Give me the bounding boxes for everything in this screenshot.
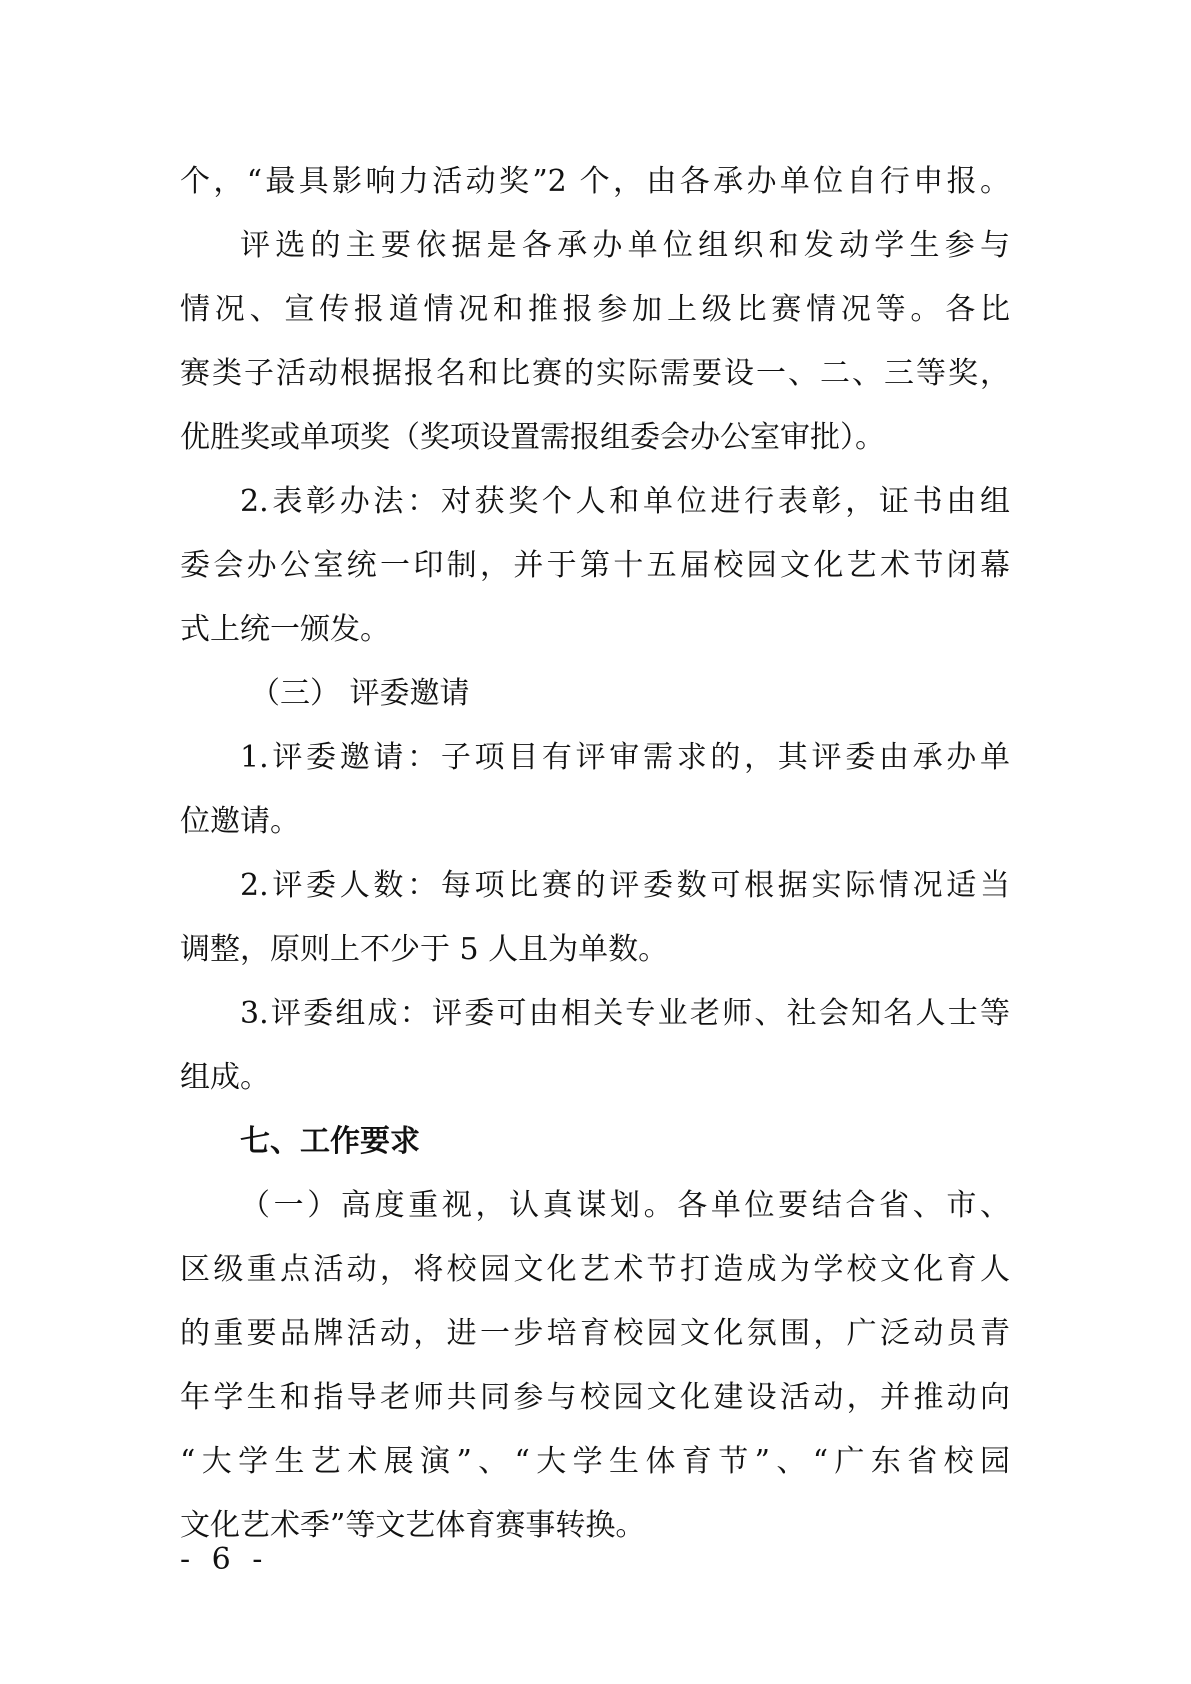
section-subheading: （三） 评委邀请 [250,676,470,711]
text-line: 1.评委邀请：子项目有评审需求的，其评委由承办单 [240,740,1010,775]
text-line: 文化艺术季”等文艺体育赛事转换。 [180,1508,646,1543]
section-heading: 七、工作要求 [240,1124,420,1159]
page-number: - 6 - [180,1542,269,1577]
text-line: 3.评委组成：评委可由相关专业老师、社会知名人士等 [240,996,1010,1031]
text-line: 的重要品牌活动，进一步培育校园文化氛围，广泛动员青 [180,1316,1010,1351]
text-line: 优胜奖或单项奖（奖项设置需报组委会办公室审批）。 [180,420,885,455]
text-line: 年学生和指导老师共同参与校园文化建设活动，并推动向 [180,1380,1010,1415]
document-body [180,150,1010,1558]
text-line: 赛类子活动根据报名和比赛的实际需要设一、二、三等奖， [180,356,1010,391]
text-line: 式上统一颁发。 [180,612,390,647]
text-line: 情况、宣传报道情况和推报参加上级比赛情况等。各比 [180,292,1010,327]
text-line: 组成。 [180,1060,270,1095]
text-line: 2.评委人数：每项比赛的评委数可根据实际情况适当 [240,868,1010,903]
text-line: 调整，原则上不少于 5 人且为单数。 [180,932,669,967]
text-line: 个，“最具影响力活动奖”2 个，由各承办单位自行申报。 [180,164,1010,199]
text-line: 位邀请。 [180,804,300,839]
text-line: 区级重点活动，将校园文化艺术节打造成为学校文化育人 [180,1252,1010,1287]
text-line: “大学生艺术展演”、“大学生体育节”、“广东省校园 [180,1444,1010,1479]
text-line: （一）高度重视，认真谋划。各单位要结合省、市、 [240,1188,1010,1223]
text-line: 委会办公室统一印制，并于第十五届校园文化艺术节闭幕 [180,548,1010,583]
text-line: 2.表彰办法：对获奖个人和单位进行表彰，证书由组 [240,484,1010,519]
text-line: 评选的主要依据是各承办单位组织和发动学生参与 [240,228,1010,263]
